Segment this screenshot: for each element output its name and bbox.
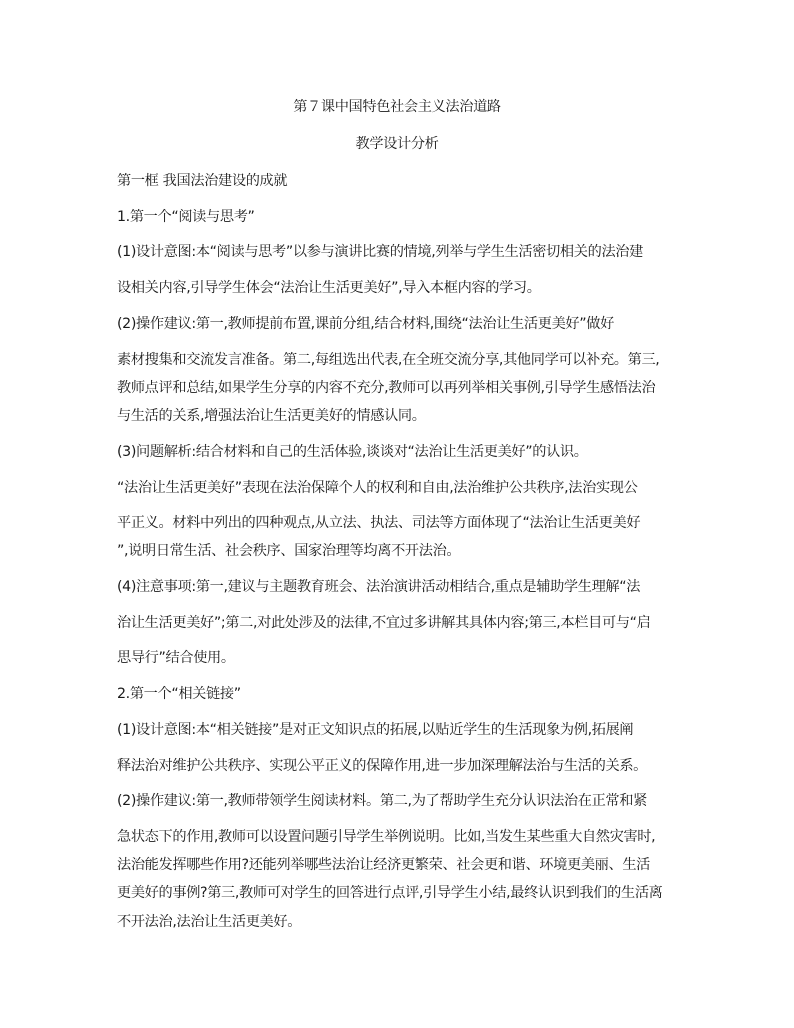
paragraph-line: 释法治对维护公共秩序、实现公平正义的保障作用,进一步加深理解法治与生活的关系。 bbox=[117, 758, 647, 774]
paragraph-line: 不开法治,法治让生活更美好。 bbox=[117, 914, 302, 930]
paragraph-line: 与生活的关系,增强法治让生活更美好的情感认同。 bbox=[117, 408, 426, 424]
paragraph-line: 设相关内容,引导学生体会“法治让生活更美好”,导入本框内容的学习。 bbox=[117, 280, 541, 296]
paragraph-line: 思导行”结合使用。 bbox=[117, 650, 235, 666]
section-heading: 第一框 我国法治建设的成就 bbox=[117, 173, 288, 189]
paragraph-line: (2)操作建议:第一,教师提前布置,课前分组,结合材料,围绕“法治让生活更美好”做好 bbox=[117, 316, 614, 332]
paragraph-line: 平正义。材料中列出的四种观点,从立法、执法、司法等方面体现了“法治让生活更美好 bbox=[117, 515, 641, 531]
paragraph-line: 素材搜集和交流发言准备。第二,每组选出代表,在全班交流分享,其他同学可以补充。第三, bbox=[117, 352, 660, 368]
paragraph-line: (4)注意事项:第一,建议与主题教育班会、法治演讲活动相结合,重点是辅助学生理解“法 bbox=[117, 579, 641, 595]
paragraph-line: 法治能发挥哪些作用?还能列举哪些法治让经济更繁荣、社会更和谐、环境更美丽、生活 bbox=[117, 857, 651, 873]
paragraph-line: (2)操作建议:第一,教师带领学生阅读材料。第二,为了帮助学生充分认识法治在正常和紧 bbox=[117, 793, 647, 809]
paragraph-line: ”,说明日常生活、社会秩序、国家治理等均离不开法治。 bbox=[117, 543, 461, 559]
paragraph-line: 更美好的事例?第三,教师可对学生的回答进行点评,引导学生小结,最终认识到我们的生活离 bbox=[117, 885, 663, 901]
paragraph-line: 教师点评和总结,如果学生分享的内容不充分,教师可以再列举相关事例,引导学生感悟法治 bbox=[117, 380, 656, 396]
paragraph-line: 急状态下的作用,教师可以设置问题引导学生举例说明。比如,当发生某些重大自然灾害时, bbox=[117, 829, 656, 845]
paragraph-line: 治让生活更美好”;第二,对此处涉及的法律,不宜过多讲解其具体内容;第三,本栏目可与“启 bbox=[117, 615, 651, 631]
paragraph-line: “法治让生活更美好”表现在法治保障个人的权利和自由,法治维护公共秩序,法治实现公 bbox=[117, 480, 638, 496]
paragraph-line: (3)问题解析:结合材料和自己的生活体验,谈谈对“法治让生活更美好”的认识。 bbox=[117, 444, 588, 460]
document-title: 第７课中国特色社会主义法治道路 bbox=[293, 99, 501, 115]
item-heading: 2.第一个“相关链接” bbox=[117, 686, 241, 702]
paragraph-line: (1)设计意图:本“相关链接”是对正文知识点的拓展,以贴近学生的生活现象为例,拓展阐 bbox=[117, 722, 634, 738]
document-subtitle: 教学设计分析 bbox=[355, 136, 439, 152]
paragraph-line: (1)设计意图:本“阅读与思考”以参与演讲比赛的情境,列举与学生生活密切相关的法治建 bbox=[117, 244, 643, 260]
item-heading: 1.第一个“阅读与思考” bbox=[117, 209, 255, 225]
